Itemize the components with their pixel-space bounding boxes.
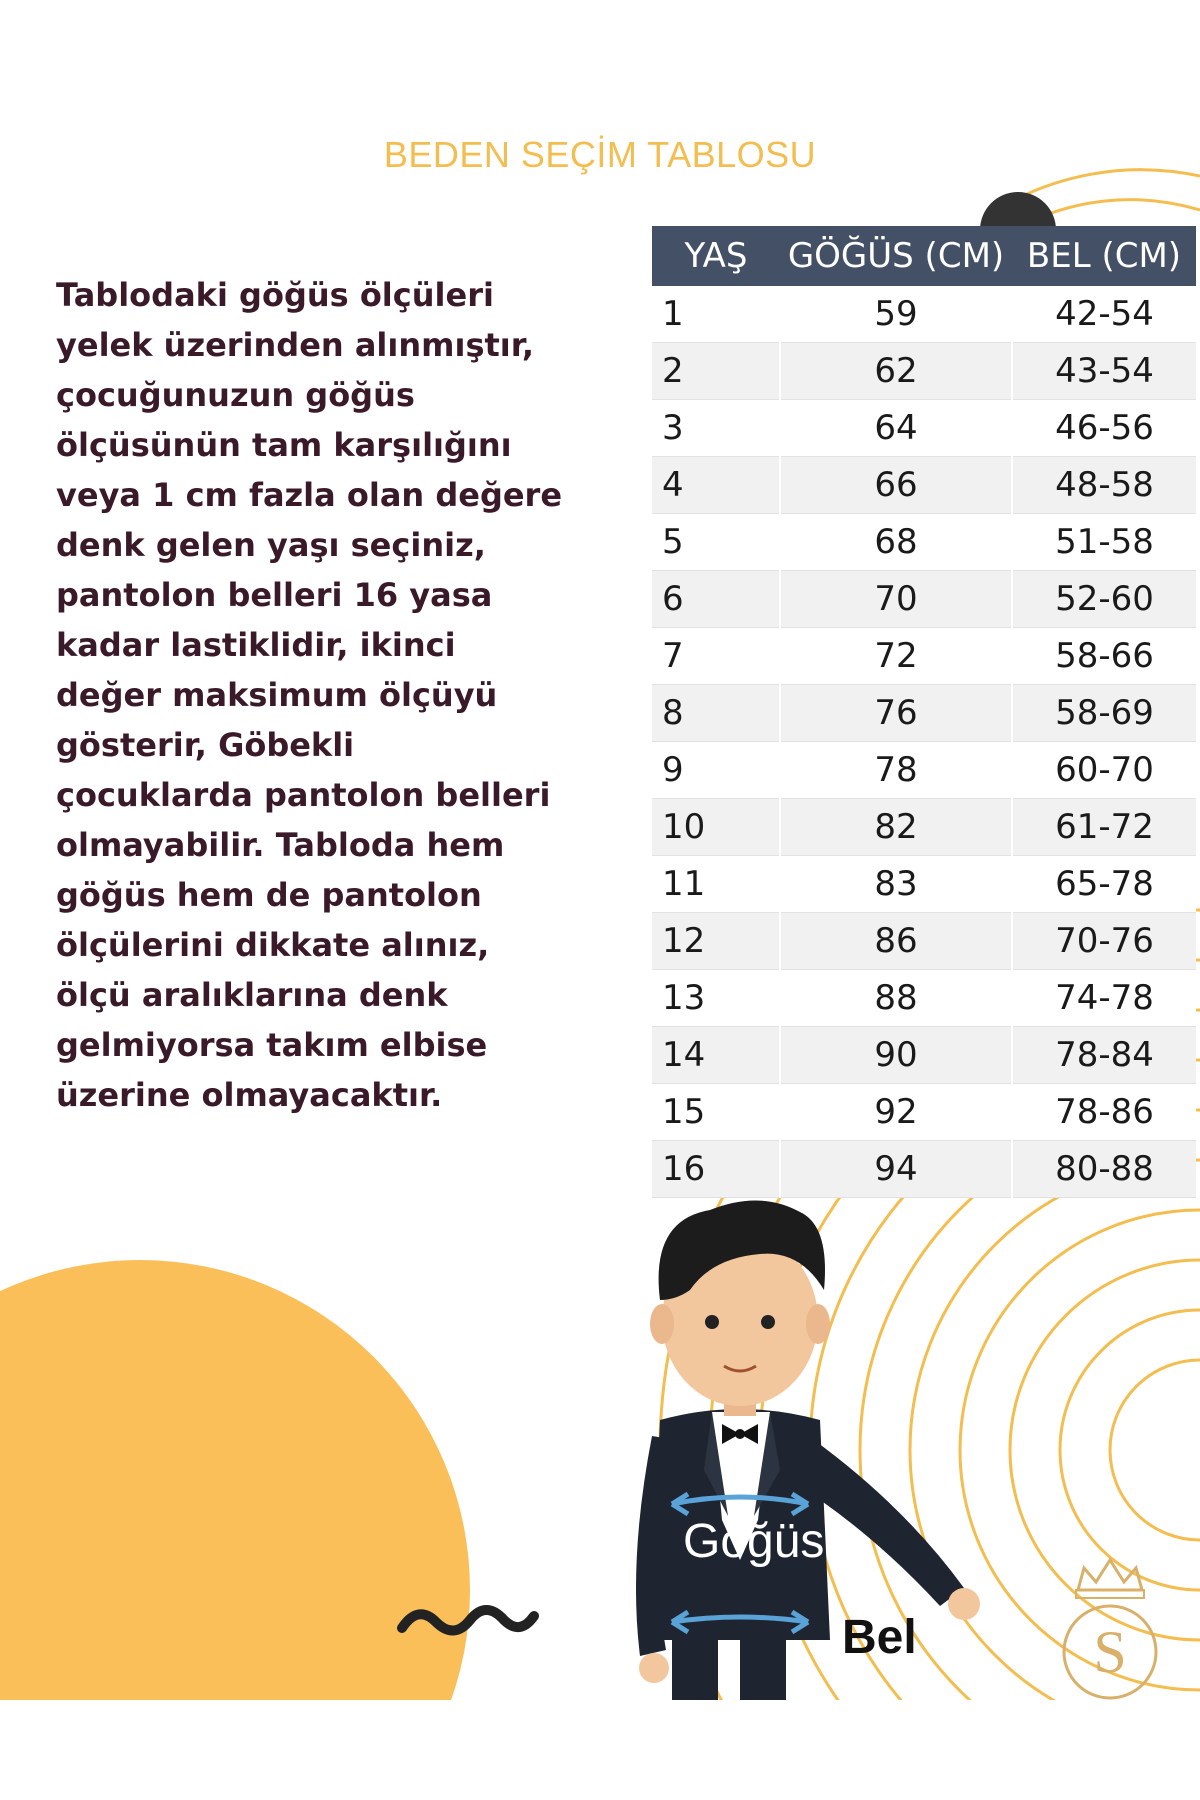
description-line: Tablodaki göğüs ölçüleri (56, 276, 494, 314)
cell-chest: 78 (780, 742, 1012, 799)
cell-chest: 82 (780, 799, 1012, 856)
cell-age: 4 (652, 457, 780, 514)
description-line: göğüs hem de pantolon (56, 876, 482, 914)
cell-age: 7 (652, 628, 780, 685)
cell-chest: 86 (780, 913, 1012, 970)
cell-age: 12 (652, 913, 780, 970)
table-row (652, 571, 1196, 628)
table-row (652, 685, 1196, 742)
cell-age: 15 (652, 1084, 780, 1141)
cell-chest: 76 (780, 685, 1012, 742)
description-line: olmayabilir. Tabloda hem (56, 826, 505, 864)
cell-age: 2 (652, 343, 780, 400)
table-row (652, 913, 1196, 970)
cell-age: 6 (652, 571, 780, 628)
cell-chest: 68 (780, 514, 1012, 571)
cell-age: 11 (652, 856, 780, 913)
cell-waist: 58-66 (1012, 628, 1196, 685)
bottom-band (0, 1700, 1200, 1800)
cell-age: 10 (652, 799, 780, 856)
cell-waist: 60-70 (1012, 742, 1196, 799)
header-age: YAŞ (652, 226, 780, 286)
table-row (652, 343, 1196, 400)
cell-age: 16 (652, 1141, 780, 1198)
description-line: kadar lastiklidir, ikinci (56, 626, 456, 664)
table-row (652, 457, 1196, 514)
cell-chest: 66 (780, 457, 1012, 514)
cell-chest: 92 (780, 1084, 1012, 1141)
cell-chest: 59 (780, 286, 1012, 343)
cell-age: 8 (652, 685, 780, 742)
cell-chest: 70 (780, 571, 1012, 628)
description-line: çocuğunuzun göğüs (56, 376, 415, 414)
description-line: değer maksimum ölçüyü (56, 676, 498, 714)
table-row (652, 628, 1196, 685)
cell-waist: 61-72 (1012, 799, 1196, 856)
cell-age: 14 (652, 1027, 780, 1084)
cell-waist: 78-84 (1012, 1027, 1196, 1084)
cell-age: 1 (652, 286, 780, 343)
cell-chest: 62 (780, 343, 1012, 400)
crown-s-logo (1064, 1560, 1156, 1698)
cell-chest: 64 (780, 400, 1012, 457)
svg-text:S: S (1093, 1619, 1127, 1685)
description-line: gelmiyorsa takım elbise (56, 1026, 488, 1064)
cell-waist: 46-56 (1012, 400, 1196, 457)
chest-measure-label: Göğüs (683, 1515, 825, 1568)
table-row (652, 856, 1196, 913)
cell-waist: 43-54 (1012, 343, 1196, 400)
cell-chest: 88 (780, 970, 1012, 1027)
description-line: denk gelen yaşı seçiniz, (56, 526, 486, 564)
cell-waist: 42-54 (1012, 286, 1196, 343)
description-line: yelek üzerinden alınmıştır, (56, 326, 534, 364)
cell-chest: 90 (780, 1027, 1012, 1084)
page-title: BEDEN SEÇİM TABLOSU (383, 134, 817, 175)
size-chart-table (652, 226, 1196, 1198)
cell-age: 3 (652, 400, 780, 457)
cell-age: 13 (652, 970, 780, 1027)
cell-waist: 78-86 (1012, 1084, 1196, 1141)
table-row (652, 1141, 1196, 1198)
description-line: ölçülerini dikkate alınız, (56, 926, 490, 964)
cell-age: 9 (652, 742, 780, 799)
cell-chest: 94 (780, 1141, 1012, 1198)
table-row (652, 286, 1196, 343)
cell-waist: 58-69 (1012, 685, 1196, 742)
cell-waist: 80-88 (1012, 1141, 1196, 1198)
cell-age: 5 (652, 514, 780, 571)
header-waist: BEL (CM) (1012, 226, 1196, 286)
cell-waist: 51-58 (1012, 514, 1196, 571)
cell-waist: 65-78 (1012, 856, 1196, 913)
cell-waist: 74-78 (1012, 970, 1196, 1027)
table-row (652, 799, 1196, 856)
description-text (56, 270, 616, 1120)
table-row (652, 1084, 1196, 1141)
table-header-row (652, 226, 1196, 286)
boy-figure (636, 1200, 980, 1700)
description-line: veya 1 cm fazla olan değere (56, 476, 563, 514)
waist-measure-label: Bel (842, 1611, 917, 1664)
table-row (652, 742, 1196, 799)
description-line: üzerine olmayacaktır. (56, 1076, 443, 1114)
header-chest: GÖĞÜS (CM) (780, 226, 1012, 286)
description-line: ölçü aralıklarına denk (56, 976, 448, 1014)
table-row (652, 514, 1196, 571)
cell-chest: 72 (780, 628, 1012, 685)
cell-waist: 52-60 (1012, 571, 1196, 628)
cell-waist: 48-58 (1012, 457, 1196, 514)
cell-waist: 70-76 (1012, 913, 1196, 970)
cell-chest: 83 (780, 856, 1012, 913)
description-line: pantolon belleri 16 yasa (56, 576, 493, 614)
table-row (652, 400, 1196, 457)
table-row (652, 970, 1196, 1027)
table-row (652, 1027, 1196, 1084)
description-line: çocuklarda pantolon belleri (56, 776, 551, 814)
description-line: ölçüsünün tam karşılığını (56, 426, 512, 464)
description-line: gösterir, Göbekli (56, 726, 355, 764)
